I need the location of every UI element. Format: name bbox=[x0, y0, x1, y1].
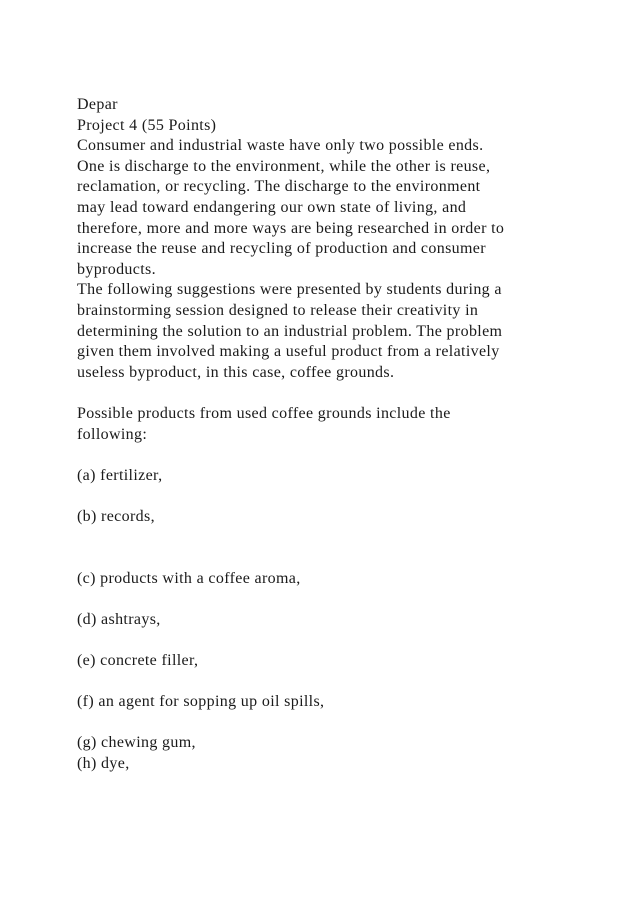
spacer bbox=[77, 527, 597, 568]
spacer bbox=[77, 630, 597, 651]
paragraph-2-line: given them involved making a useful product from a relatively bbox=[77, 343, 500, 361]
paragraph-2-line: useless byproduct, in this case, coffee grounds. bbox=[77, 363, 395, 381]
list-item: (a) fertilizer, bbox=[77, 466, 163, 484]
list-item: (b) records, bbox=[77, 507, 155, 525]
paragraph-3-line: following: bbox=[77, 425, 148, 443]
paragraph-1-line: increase the reuse and recycling of production and consumer bbox=[77, 240, 486, 258]
list-item: (f) an agent for sopping up oil spills, bbox=[77, 693, 325, 711]
paragraph-1-line: Consumer and industrial waste have only two possible ends. bbox=[77, 137, 484, 155]
paragraph-2-line: The following suggestions were presented by students during a bbox=[77, 281, 502, 299]
paragraph-1-line: reclamation, or recycling. The discharge to the environment bbox=[77, 178, 481, 196]
paragraph-1-line: One is discharge to the environment, while the other is reuse, bbox=[77, 157, 491, 175]
header-line: Depar bbox=[77, 96, 118, 113]
paragraph-1-line: may lead toward endangering our own state of living, and bbox=[77, 198, 467, 216]
spacer bbox=[77, 445, 597, 466]
list-item: (c) products with a coffee aroma, bbox=[77, 569, 301, 587]
paragraph-1-line: therefore, more and more ways are being researched in order to bbox=[77, 219, 505, 237]
document-body bbox=[77, 95, 597, 775]
project-title: Project 4 (55 Points) bbox=[77, 116, 217, 134]
spacer bbox=[77, 486, 597, 507]
list-item: (h) dye, bbox=[77, 755, 130, 772]
spacer bbox=[77, 383, 597, 404]
paragraph-2-line: determining the solution to an industrial problem. The problem bbox=[77, 322, 503, 340]
list-item: (e) concrete filler, bbox=[77, 652, 199, 670]
list-item: (g) chewing gum, bbox=[77, 734, 196, 752]
spacer bbox=[77, 589, 597, 610]
spacer bbox=[77, 713, 597, 734]
paragraph-3-line: Possible products from used coffee grounds include the bbox=[77, 404, 451, 422]
spacer bbox=[77, 672, 597, 693]
paragraph-2-line: brainstorming session designed to release their creativity in bbox=[77, 301, 479, 319]
list-item: (d) ashtrays, bbox=[77, 610, 161, 628]
paragraph-1-line: byproducts. bbox=[77, 260, 156, 278]
